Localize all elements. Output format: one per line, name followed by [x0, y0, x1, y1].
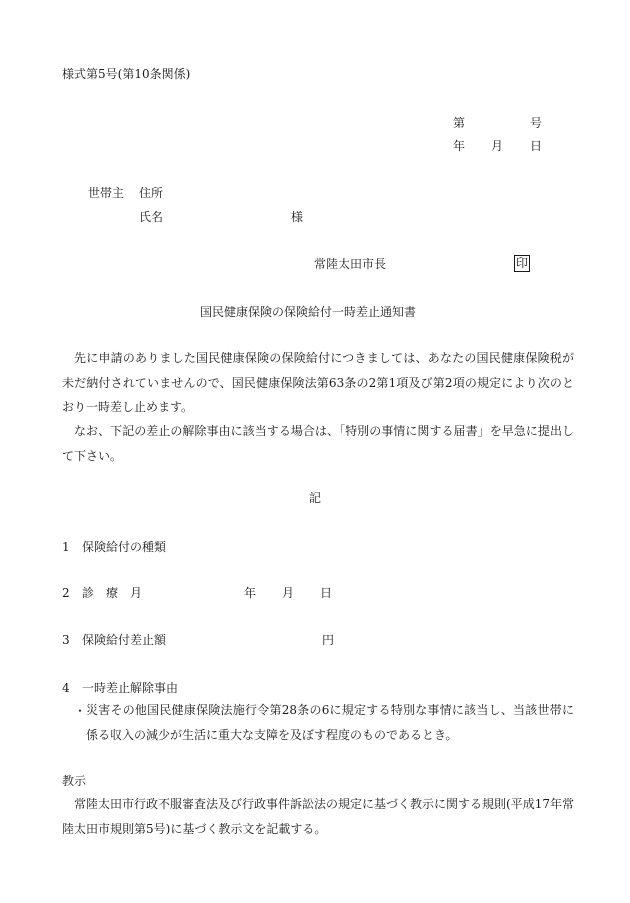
date-year: 年 — [453, 139, 466, 153]
item-3-label: 保険給付差止額 — [82, 633, 167, 647]
seal-box — [514, 255, 530, 272]
item-2-label: 診 療 月 — [82, 586, 143, 600]
item-2-year: 年 — [244, 586, 257, 600]
body-paragraph-1: 先に申請のありました国民健康保険の保険給付につきましては、あなたの国民健康保険税が未だ納付されていませんので、国民健康保険法第63条の2第1項及び第2項の規定により次のとおり一時差し止めます。 — [62, 351, 574, 414]
recipient-address-label: 住所 — [139, 186, 164, 200]
notice-heading: 教示 — [62, 774, 87, 788]
item-4-label: 一時差止解除事由 — [82, 681, 179, 695]
form-label: 様式第5号(第10条関係) — [62, 67, 191, 81]
item-3-number: 3 — [62, 633, 70, 647]
recipient-role: 世帯主 — [88, 186, 125, 200]
item-4-number: 4 — [62, 681, 70, 695]
date-day: 日 — [530, 139, 543, 153]
document-number-prefix: 第 — [453, 116, 466, 130]
seal-mark: 印 — [516, 256, 529, 270]
recipient-honorific: 様 — [291, 210, 304, 224]
item-4-text: 災害その他国民健康保険法施行令第28条の6に規定する特別な事情に該当し、当該世帯に係る収入の減少が生活に重大な支障を及ぼす程度のものであるとき。 — [86, 703, 574, 742]
recipient-name-label: 氏名 — [139, 210, 164, 224]
date-month: 月 — [491, 139, 504, 153]
document-title: 国民健康保険の保険給付一時差止通知書 — [200, 305, 417, 319]
document-number-suffix: 号 — [530, 116, 543, 130]
body-paragraph-2: なお、下記の差止の解除事由に該当する場合は、「特別の事情に関する届書」を早急に提出して下さい。 — [62, 424, 574, 463]
ki-heading: 記 — [309, 491, 322, 505]
item-4-bullet: ・ — [74, 704, 87, 718]
item-3-unit: 円 — [322, 633, 335, 647]
item-1-number: 1 — [62, 540, 70, 554]
issuer-name: 常陸太田市長 — [314, 257, 387, 271]
item-2-number: 2 — [62, 586, 70, 600]
notice-text: 常陸太田市行政不服審査法及び行政事件訴訟法の規定に基づく教示に関する規則(平成17年常陸太田市規則第5号)に基づく教示文を記載する。 — [62, 797, 574, 836]
item-1-label: 保険給付の種類 — [82, 540, 167, 554]
item-2-month: 月 — [282, 586, 295, 600]
item-2-day: 日 — [320, 586, 333, 600]
